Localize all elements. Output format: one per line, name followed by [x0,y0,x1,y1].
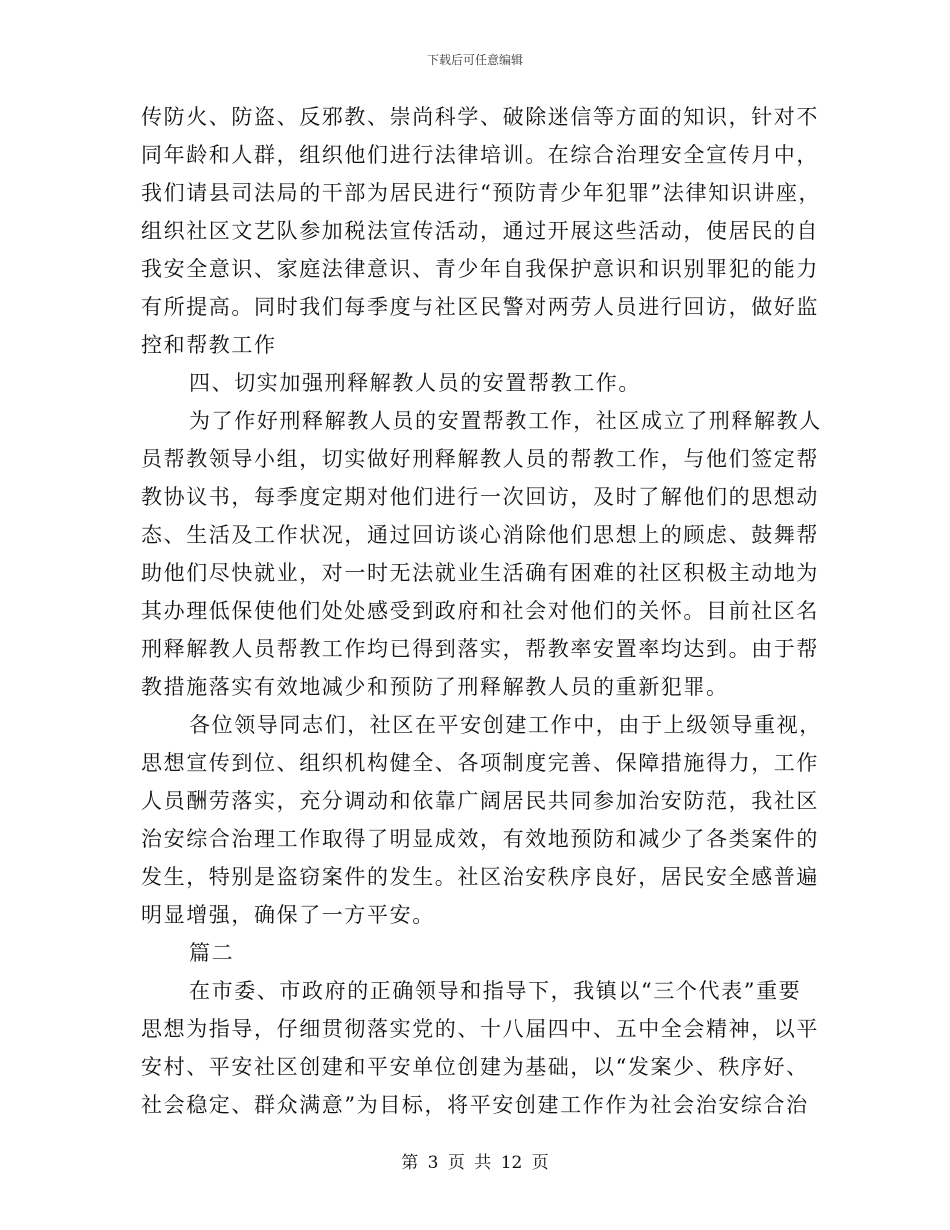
page-number: 第 3 页 共 12 页 [401,1153,549,1173]
text-line: 同年龄和人群，组织他们进行法律培训。在综合治理安全宣传月中， [141,143,819,167]
text-line: 态、生活及工作状况，通过回访谈心消除他们思想上的顾虑、鼓舞帮 [141,523,819,547]
text-line: 明显增强，确保了一方平安。 [141,903,435,927]
text-line: 组织社区文艺队参加税法宣传活动，通过开展这些活动，使居民的自 [141,219,819,243]
text-line: 我们请县司法局的干部为居民进行“预防青少年犯罪”法律知识讲座， [141,181,822,205]
text-line: 教协议书，每季度定期对他们进行一次回访，及时了解他们的思想动 [141,485,819,509]
text-line: 治安综合治理工作取得了明显成效，有效地预防和减少了各类案件的 [141,827,819,851]
document-body [141,98,822,1124]
text-line: 思想为指导，仔细贯彻落实党的、十八届四中、五中全会精神，以平 [141,1017,819,1041]
text-line: 我安全意识、家庭法律意识、青少年自我保护意识和识别罪犯的能力 [141,257,819,281]
text-line: 有所提高。同时我们每季度与社区民警对两劳人员进行回访，做好监 [141,295,819,319]
text-line: 社会稳定、群众满意”为目标，将平安创建工作作为社会治安综合治 [141,1093,809,1117]
text-line: 为了作好刑释解教人员的安置帮教工作，社区成立了刑释解教人 [189,409,822,433]
page-header-note: 下载后可任意编辑 [426,53,523,67]
text-line: 刑释解教人员帮教工作均已得到落实，帮教率安置率均达到。由于帮 [141,637,819,661]
text-line: 安村、平安社区创建和平安单位创建为基础，以“发案少、秩序好、 [141,1055,809,1079]
text-line: 员帮教领导小组，切实做好刑释解教人员的帮教工作，与他们签定帮 [141,447,819,471]
text-line: 其办理低保使他们处处感受到政府和社会对他们的关怀。目前社区名 [141,599,819,623]
text-line: 传防火、防盗、反邪教、崇尚科学、破除迷信等方面的知识，针对不 [141,105,819,129]
section-heading: 四、切实加强刑释解教人员的安置帮教工作。 [189,371,641,395]
text-line: 在市委、市政府的正确领导和指导下，我镇以“三个代表”重要 [189,979,802,1003]
text-line: 发生，特别是盗窃案件的发生。社区治安秩序良好，居民安全感普遍 [141,865,819,889]
text-line: 助他们尽快就业，对一时无法就业生活确有困难的社区积极主动地为 [141,561,819,585]
text-line: 人员酬劳落实，充分调动和依靠广阔居民共同参加治安防范，我社区 [141,789,819,813]
text-line: 教措施落实有效地减少和预防了刑释解教人员的重新犯罪。 [141,675,729,699]
section-heading: 篇二 [189,941,235,965]
text-line: 思想宣传到位、组织机构健全、各项制度完善、保障措施得力，工作 [141,751,819,775]
text-line: 各位领导同志们，社区在平安创建工作中，由于上级领导重视， [189,713,822,737]
text-line: 控和帮教工作 [141,333,277,357]
